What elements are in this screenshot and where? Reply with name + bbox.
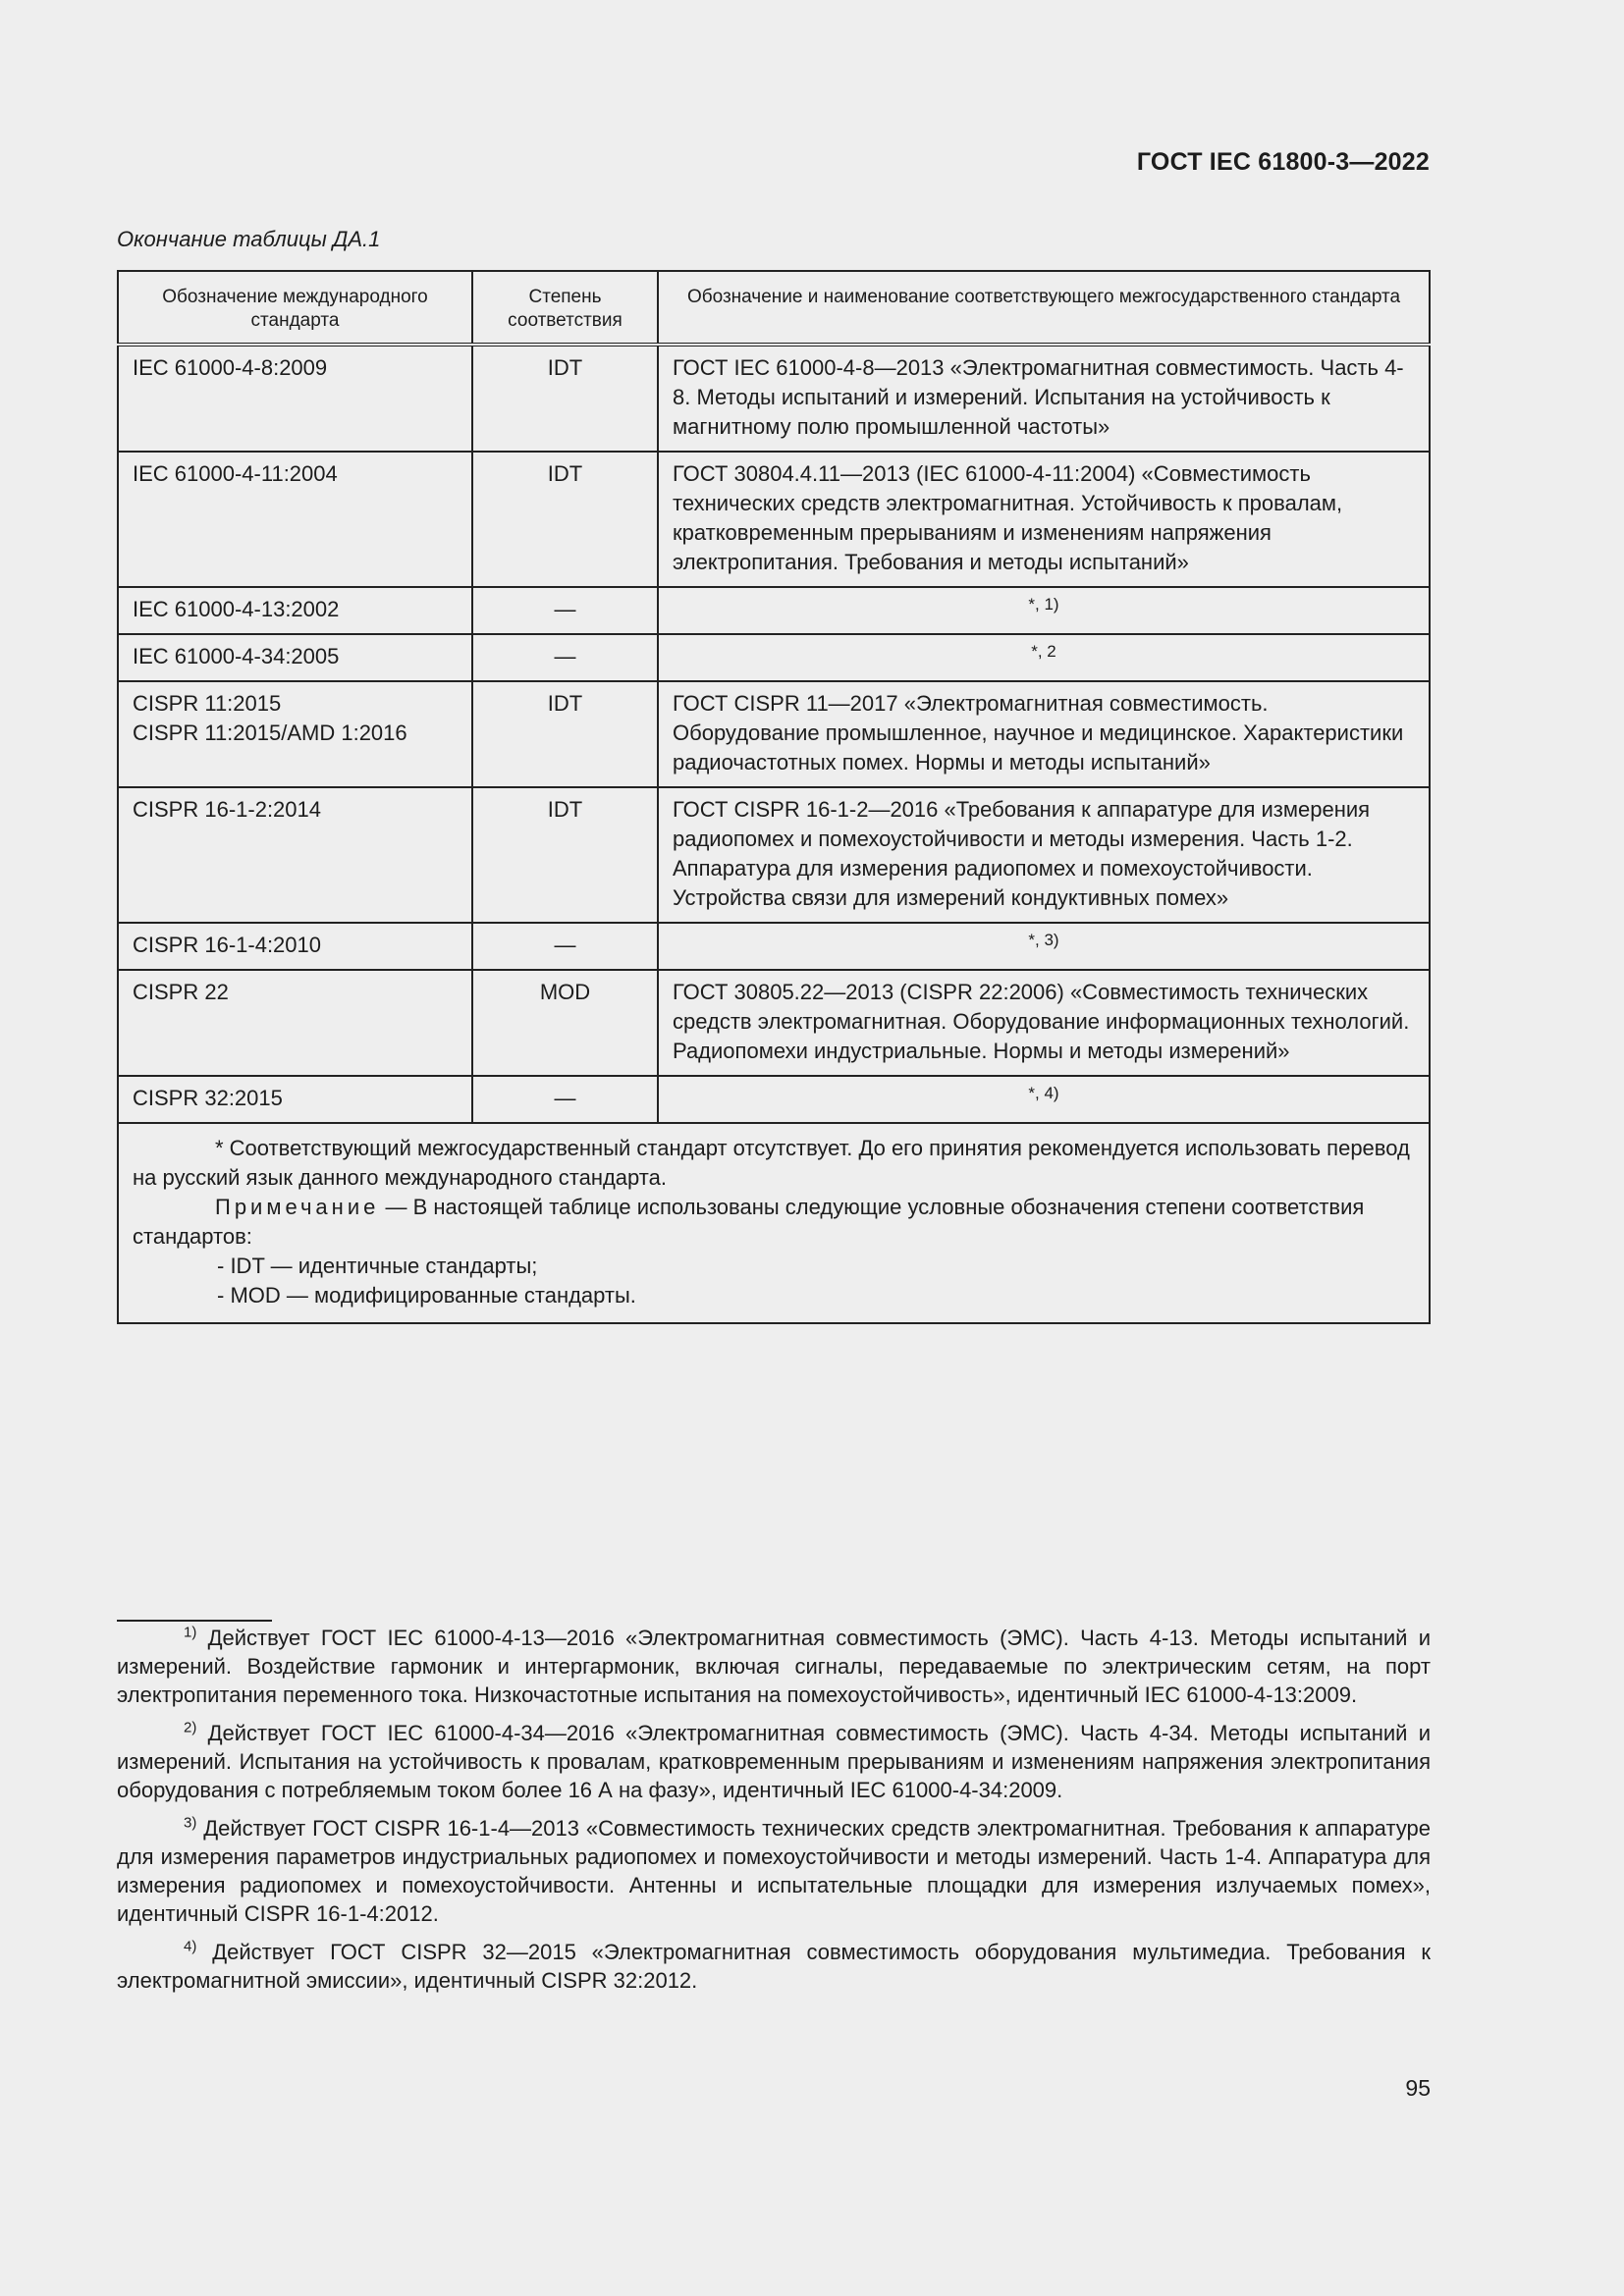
interstate-standard-cell: ГОСТ IEC 61000-4-8—2013 «Электромагнитная совместимость. Часть 4-8. Методы испытаний и измерений. Испытания на устойчивость к магнитному полю промышленной частоты» — [658, 345, 1430, 452]
table-row — [118, 452, 1430, 587]
table-row — [118, 587, 1430, 634]
note-label: Примечание — [215, 1195, 380, 1219]
table-row — [118, 970, 1430, 1076]
footnote-text: Действует ГОСТ CISPR 32—2015 «Электромагнитная совместимость оборудования мультимедиа. Требования к электромагнитной эмиссии», идентичный CISPR 32:2012. — [117, 1940, 1431, 1993]
column-header-interstate: Обозначение и наименование соответствующего межгосударственного стандарта — [658, 271, 1430, 345]
intl-standard-cell: CISPR 16-1-4:2010 — [118, 923, 472, 970]
footnote-mark: 2) — [184, 1719, 197, 1736]
degree-cell: — — [472, 1076, 658, 1123]
table-row — [118, 923, 1430, 970]
table-row — [118, 345, 1430, 452]
table-row — [118, 1076, 1430, 1123]
footnote-mark-cell: *, 1) — [658, 587, 1430, 634]
intl-standard-cell: IEC 61000-4-8:2009 — [118, 345, 472, 452]
intl-standard-cell — [118, 681, 472, 787]
standards-table — [117, 270, 1431, 1324]
footnote-text: Действует ГОСТ CISPR 16-1-4—2013 «Совместимость технических средств электромагнитная. Требования к аппаратуре для измерения параметров индустриальных радиопомех и помехоустойчивости и методы измерений. Часть 1-4. Аппаратура для измерения радиопомех и помехоустойчивости. Антенны и испытательные площадки для измерения излучаемых помех», идентичный CISPR 16-1-4:2012. — [117, 1816, 1431, 1926]
column-header-intl: Обозначение международного стандарта — [118, 271, 472, 345]
intl-standard-cell: CISPR 16-1-2:2014 — [118, 787, 472, 923]
table-header-row — [118, 271, 1430, 345]
note-list-item: - IDT — идентичные стандарты; — [217, 1254, 538, 1278]
footnote — [117, 1938, 1431, 1995]
degree-cell: — — [472, 923, 658, 970]
footnote-mark-cell: *, 2 — [658, 634, 1430, 681]
table-row — [118, 787, 1430, 923]
footnotes — [117, 1624, 1431, 2004]
degree-cell: — — [472, 634, 658, 681]
footnote-mark: 4) — [184, 1938, 197, 1955]
footnote — [117, 1719, 1431, 1804]
table-notes-row — [118, 1123, 1430, 1323]
column-header-degree: Степень соответствия — [472, 271, 658, 345]
intl-standard-cell: IEC 61000-4-34:2005 — [118, 634, 472, 681]
degree-cell: IDT — [472, 452, 658, 587]
degree-cell: MOD — [472, 970, 658, 1076]
intl-standard-cell: CISPR 32:2015 — [118, 1076, 472, 1123]
intl-standard-line: CISPR 11:2015 — [133, 691, 282, 716]
table-row — [118, 634, 1430, 681]
interstate-standard-cell: ГОСТ CISPR 16-1-2—2016 «Требования к аппаратуре для измерения радиопомех и помехоустойчивости и методы измерения. Часть 1-2. Аппаратура для измерения радиопомех и помехоустойчивости. Устройства связи для измерений кондуктивных помех» — [658, 787, 1430, 923]
footnote-text: Действует ГОСТ IEC 61000-4-34—2016 «Электромагнитная совместимость (ЭМС). Часть 4-34. Методы испытаний и измерений. Испытания на устойчивость к провалам, кратковременным прерываниям и изменениям напряжения электропитания оборудования с потребляемым током более 16 А на фазу», идентичный IEC 61000-4-34:2009. — [117, 1721, 1431, 1802]
interstate-standard-cell: ГОСТ CISPR 11—2017 «Электромагнитная совместимость. Оборудование промышленное, научное и медицинское. Характеристики радиочастотных помех. Нормы и методы испытаний» — [658, 681, 1430, 787]
intl-standard-cell: CISPR 22 — [118, 970, 472, 1076]
intl-standard-line: CISPR 11:2015/AMD 1:2016 — [133, 721, 407, 745]
footnote-separator — [117, 1620, 272, 1622]
page-number: 95 — [1405, 2075, 1431, 2101]
footnote-mark-cell: *, 4) — [658, 1076, 1430, 1123]
footnote-mark-cell: *, 3) — [658, 923, 1430, 970]
degree-cell: IDT — [472, 345, 658, 452]
footnote-mark: 1) — [184, 1624, 197, 1641]
footnote — [117, 1624, 1431, 1709]
intl-standard-cell: IEC 61000-4-11:2004 — [118, 452, 472, 587]
document-header: ГОСТ IEC 61800-3—2022 — [1136, 148, 1430, 176]
table-notes — [118, 1123, 1430, 1323]
footnote-text: Действует ГОСТ IEC 61000-4-13—2016 «Электромагнитная совместимость (ЭМС). Часть 4-13. Методы испытаний и измерений. Воздействие гармоник и интергармоник, включая сигналы, передаваемые по электрическим сетям, на порт электропитания переменного тока. Низкочастотные испытания на помехоустойчивость», идентичный IEC 61000-4-13:2009. — [117, 1626, 1431, 1707]
interstate-standard-cell: ГОСТ 30805.22—2013 (CISPR 22:2006) «Совместимость технических средств электромагнитная. Оборудование информационных технологий. Радиопомехи индустриальные. Нормы и методы измерений» — [658, 970, 1430, 1076]
interstate-standard-cell: ГОСТ 30804.4.11—2013 (IEC 61000-4-11:2004) «Совместимость технических средств электромагнитная. Устойчивость к провалам, кратковременным прерываниям и изменениям напряжения электропитания. Требования и методы испытаний» — [658, 452, 1430, 587]
intl-standard-cell: IEC 61000-4-13:2002 — [118, 587, 472, 634]
footnote-mark: 3) — [184, 1814, 197, 1832]
table-caption: Окончание таблицы ДА.1 — [117, 227, 381, 251]
note-text: — В настоящей таблице использованы следующие условные обозначения степени соответствия стандартов: — [133, 1195, 1365, 1249]
footnote — [117, 1814, 1431, 1928]
degree-cell: — — [472, 587, 658, 634]
degree-cell: IDT — [472, 787, 658, 923]
note-paragraph — [133, 1193, 1415, 1252]
table-row — [118, 681, 1430, 787]
note-list-item: - MOD — модифицированные стандарты. — [217, 1283, 636, 1308]
star-note: * Соответствующий межгосударственный стандарт отсутствует. До его принятия рекомендуется использовать перевод на русский язык данного международного стандарта. — [133, 1136, 1410, 1190]
degree-cell: IDT — [472, 681, 658, 787]
